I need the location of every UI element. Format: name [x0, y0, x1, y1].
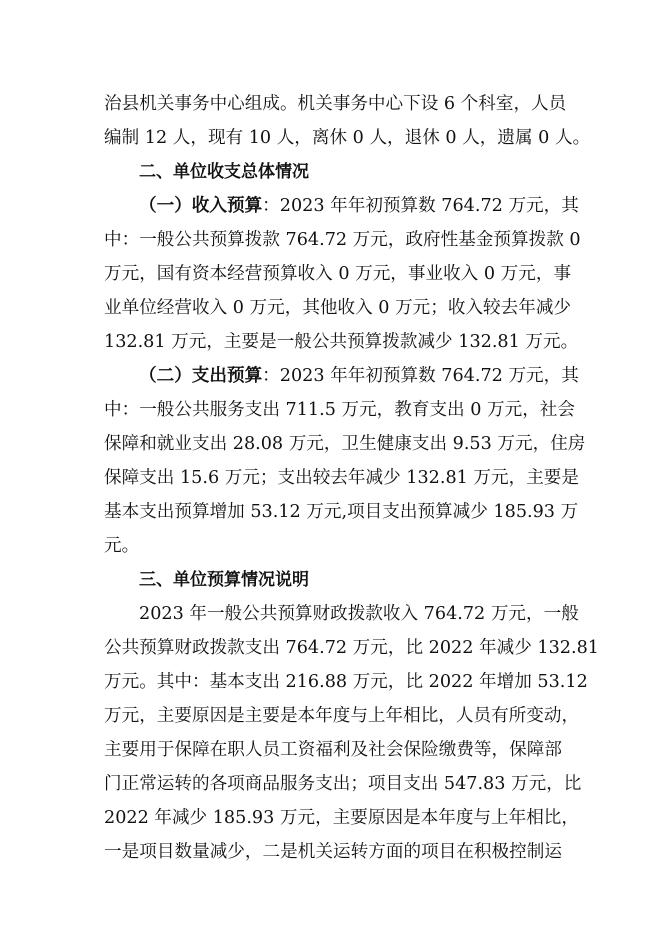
text-line: 编制 12 人，现有 10 人，离休 0 人，退休 0 人，遗属 0 人。 — [104, 128, 591, 148]
text-line: 门正常运转的各项商品服务支出；项目支出 547.83 万元，比 — [104, 774, 582, 794]
text-line: 治县机关事务中心组成。机关事务中心下设 6 个科室，人员 — [104, 94, 567, 114]
text-line: 保障支出 15.6 万元；支出较去年减少 132.81 万元，主要是 — [104, 468, 579, 488]
text-line: 基本支出预算增加 53.12 万元,项目支出预算减少 185.93 万 — [104, 502, 579, 522]
text-line: 业单位经营收入 0 万元，其他收入 0 万元；收入较去年减少 — [104, 298, 572, 318]
text-line: 万元。其中：基本支出 216.88 万元，比 2022 年增加 53.12 — [104, 672, 588, 692]
section-heading: 三、单位预算情况说明 — [139, 570, 309, 590]
text-line: 保障和就业支出 28.08 万元，卫生健康支出 9.53 万元，住房 — [104, 434, 586, 454]
text-span: ：2023 年年初预算数 764.72 万元，其 — [262, 196, 579, 216]
text-line: 中：一般公共预算拨款 764.72 万元，政府性基金预算拨款 0 — [104, 230, 581, 250]
text-line: 2023 年一般公共预算财政拨款收入 764.72 万元，一般 — [139, 604, 579, 624]
subsection-title: （二）支出预算 — [139, 365, 263, 386]
text-line: 公共预算财政拨款支出 764.72 万元，比 2022 年减少 132.81 — [104, 638, 599, 658]
text-line: 132.81 万元，主要是一般公共预算拨款减少 132.81 万元。 — [104, 332, 579, 352]
paragraph-lead-line — [104, 189, 579, 223]
text-line: 中：一般公共服务支出 711.5 万元，教育支出 0 万元，社会 — [104, 400, 575, 420]
text-line: 2022 年减少 185.93 万元，主要原因是本年度与上年相比， — [104, 808, 579, 828]
text-line: 一是项目数量减少，二是机关运转方面的项目在积极控制运 — [104, 842, 562, 862]
subsection-title: （一）收入预算 — [139, 195, 263, 216]
text-line: 主要用于保障在职人员工资福利及社会保险缴费等，保障部 — [104, 740, 562, 760]
section-heading: 二、单位收支总体情况 — [139, 162, 309, 182]
document-body — [104, 87, 599, 869]
paragraph-lead-line — [104, 359, 579, 393]
text-line: 万元，主要原因是主要是本年度与上年相比，人员有所变动， — [104, 706, 580, 726]
text-line: 元。 — [104, 536, 140, 556]
text-line: 万元，国有资本经营预算收入 0 万元，事业收入 0 万元，事 — [104, 264, 572, 284]
text-span: ：2023 年年初预算数 764.72 万元，其 — [262, 366, 579, 386]
